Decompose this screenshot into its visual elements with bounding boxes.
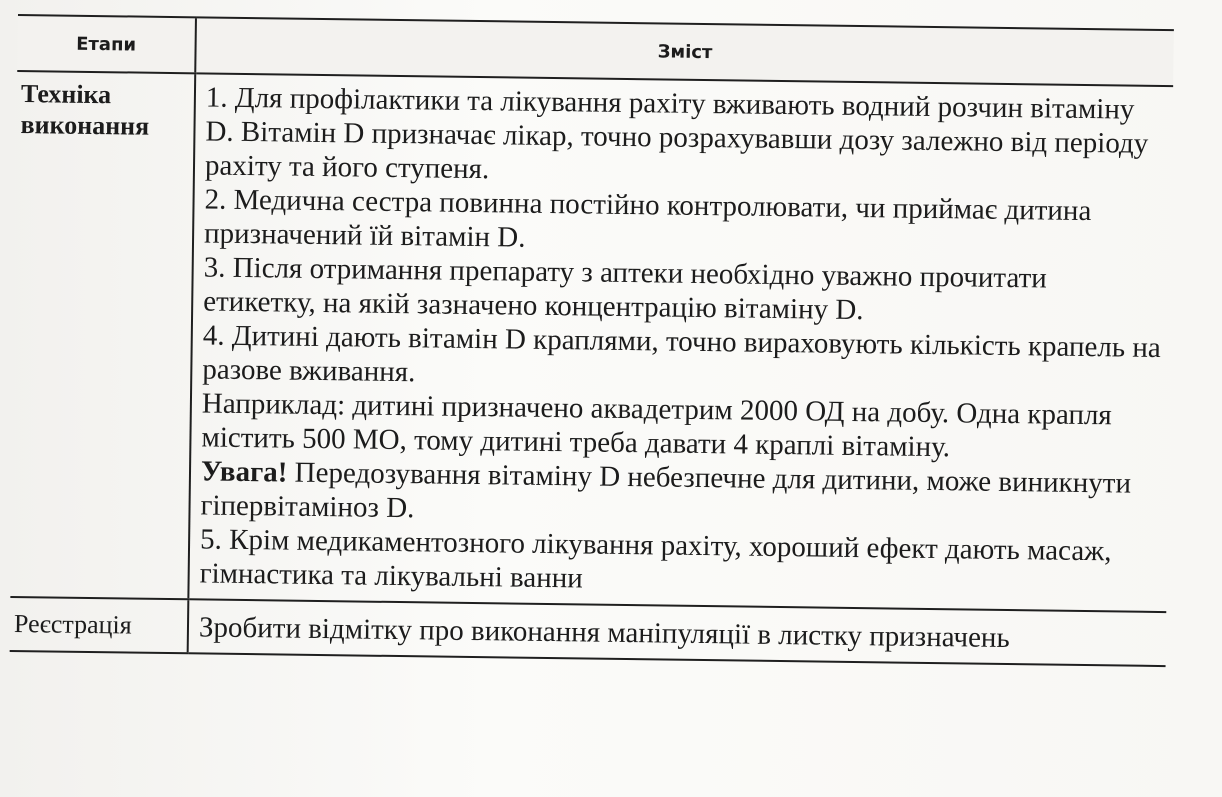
step-5: 5. Крім медикаментозного лікування рахіту, хороший ефект дають масаж, гімнастика та лікувальні ванни — [199, 523, 1112, 595]
stage-registration: Реєстрація — [10, 597, 189, 653]
warning-label: Увага! — [200, 455, 288, 489]
step-3: 3. Після отримання препарату з аптеки необхідно уважно прочитати етикетку, на якій зазначено концентрацію вітаміну D. — [203, 251, 1047, 327]
registration-text: Зробити відмітку про виконання маніпуляції в листку призначень — [198, 611, 1010, 655]
warning-note — [200, 454, 1160, 535]
step-2: 2. Медична сестра повинна постійно контролювати, чи приймає дитина призначений їй вітамін D. — [203, 183, 1092, 254]
registration-content — [188, 599, 1167, 666]
header-stages: Етапи — [17, 15, 196, 73]
technique-content — [188, 73, 1173, 612]
header-content: Зміст — [195, 17, 1174, 86]
example-note: Наприклад: дитині призначено аквадетрим 2000 ОД на добу. Одна крапля містить 500 МО, тому дитині треба давати 4 краплі вітаміну. — [201, 387, 1112, 464]
procedure-table — [10, 14, 1174, 667]
step-1: 1. Для профілактики та лікування рахіту вживають водний розчин вітаміну D. Вітамін D призначає лікар, точно розрахувавши дозу залежно від періоду рахіту та його ступеня. — [204, 81, 1149, 186]
warning-text: Передозування вітаміну D небезпечне для дитини, може виникнути гіпервітаміноз D. — [200, 456, 1132, 525]
stage-technique: Техніка виконання — [10, 71, 195, 599]
step-4: 4. Дитині дають вітамін D краплями, точно вираховують кількість крапель на разове вживання. — [202, 319, 1161, 389]
table-row — [10, 71, 1173, 612]
